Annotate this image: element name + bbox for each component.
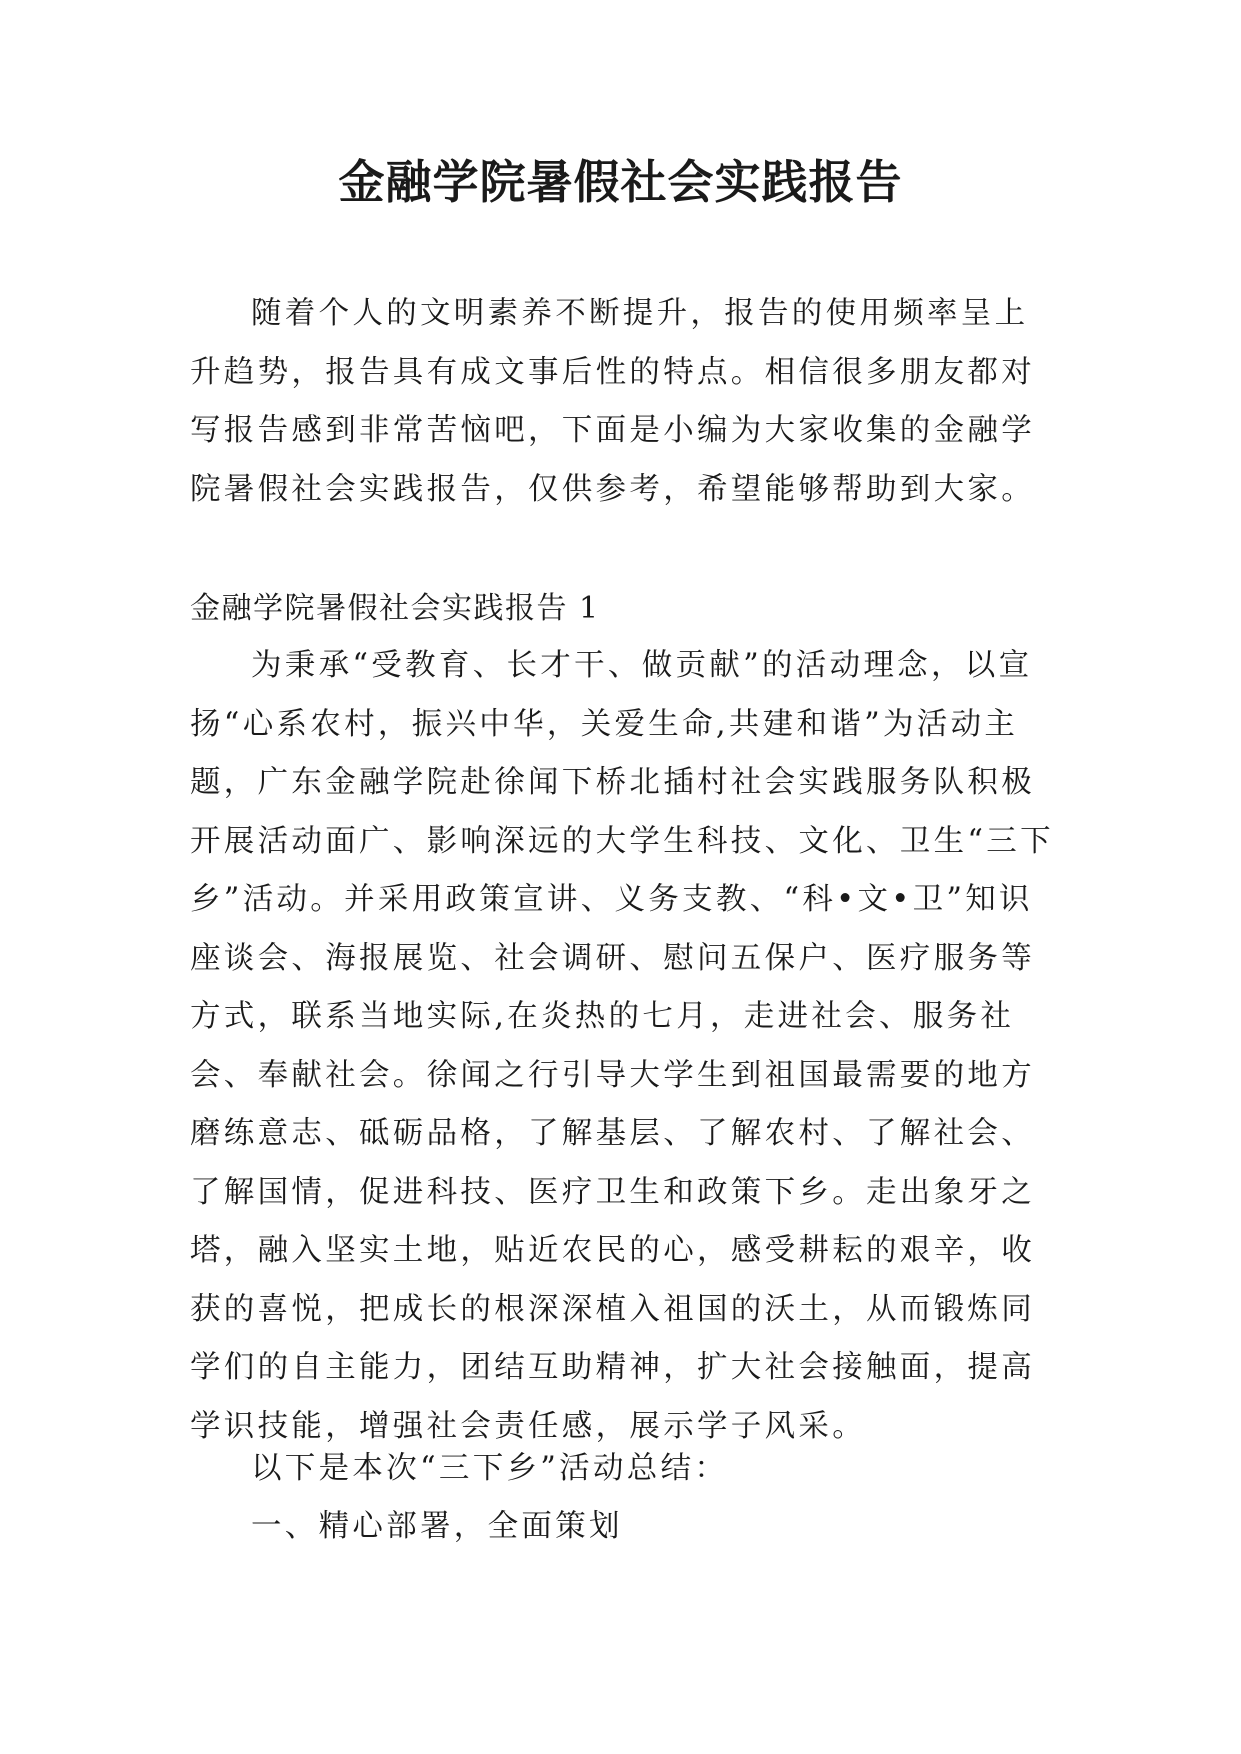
paragraph-3: 一、精心部署，全面策划 — [251, 1509, 623, 1544]
paragraph-2: 以下是本次“三下乡”活动总结： — [251, 1451, 729, 1486]
section-heading: 金融学院暑假社会实践报告 1 — [190, 591, 600, 626]
document-title: 金融学院暑假社会实践报告 — [338, 155, 903, 209]
paragraph-1: 为秉承“受教育、长才干、做贡献”的活动理念，以宣扬“心系农村，振兴中华，关爱生命,共建和谐”为活动主题，广东金融学院赴徐闻下桥北插村社会实践服务队积极开展活动面广、影响深远的大学生科技、文化、卫生“三下乡”活动。并采用政策宣讲、义务支教、“科•文•卫”知识座谈会、海报展览、社会调研、慰问五保户、医疗服务等方式，联系当地实际,在炎热的七月，走进社会、服务社会、奉献社会。徐闻之行引导大学生到祖国最需要的地方磨练意志、砥砺品格，了解基层、了解农村、了解社会、了解国情，促进科技、医疗卫生和政策下乡。走出象牙之塔，融入坚实土地，贴近农民的心，感受耕耘的艰辛，收获的喜悦，把成长的根深深植入祖国的沃土，从而锻炼同学们的自主能力，团结互助精神，扩大社会接触面，提高学识技能，增强社会责任感，展示学子风采。 — [190, 648, 1054, 1444]
intro-paragraph: 随着个人的文明素养不断提升，报告的使用频率呈上升趋势，报告具有成文事后性的特点。相信很多朋友都对写报告感到非常苦恼吧，下面是小编为大家收集的金融学院暑假社会实践报告，仅供参考，希望能够帮助到大家。 — [190, 296, 1035, 507]
